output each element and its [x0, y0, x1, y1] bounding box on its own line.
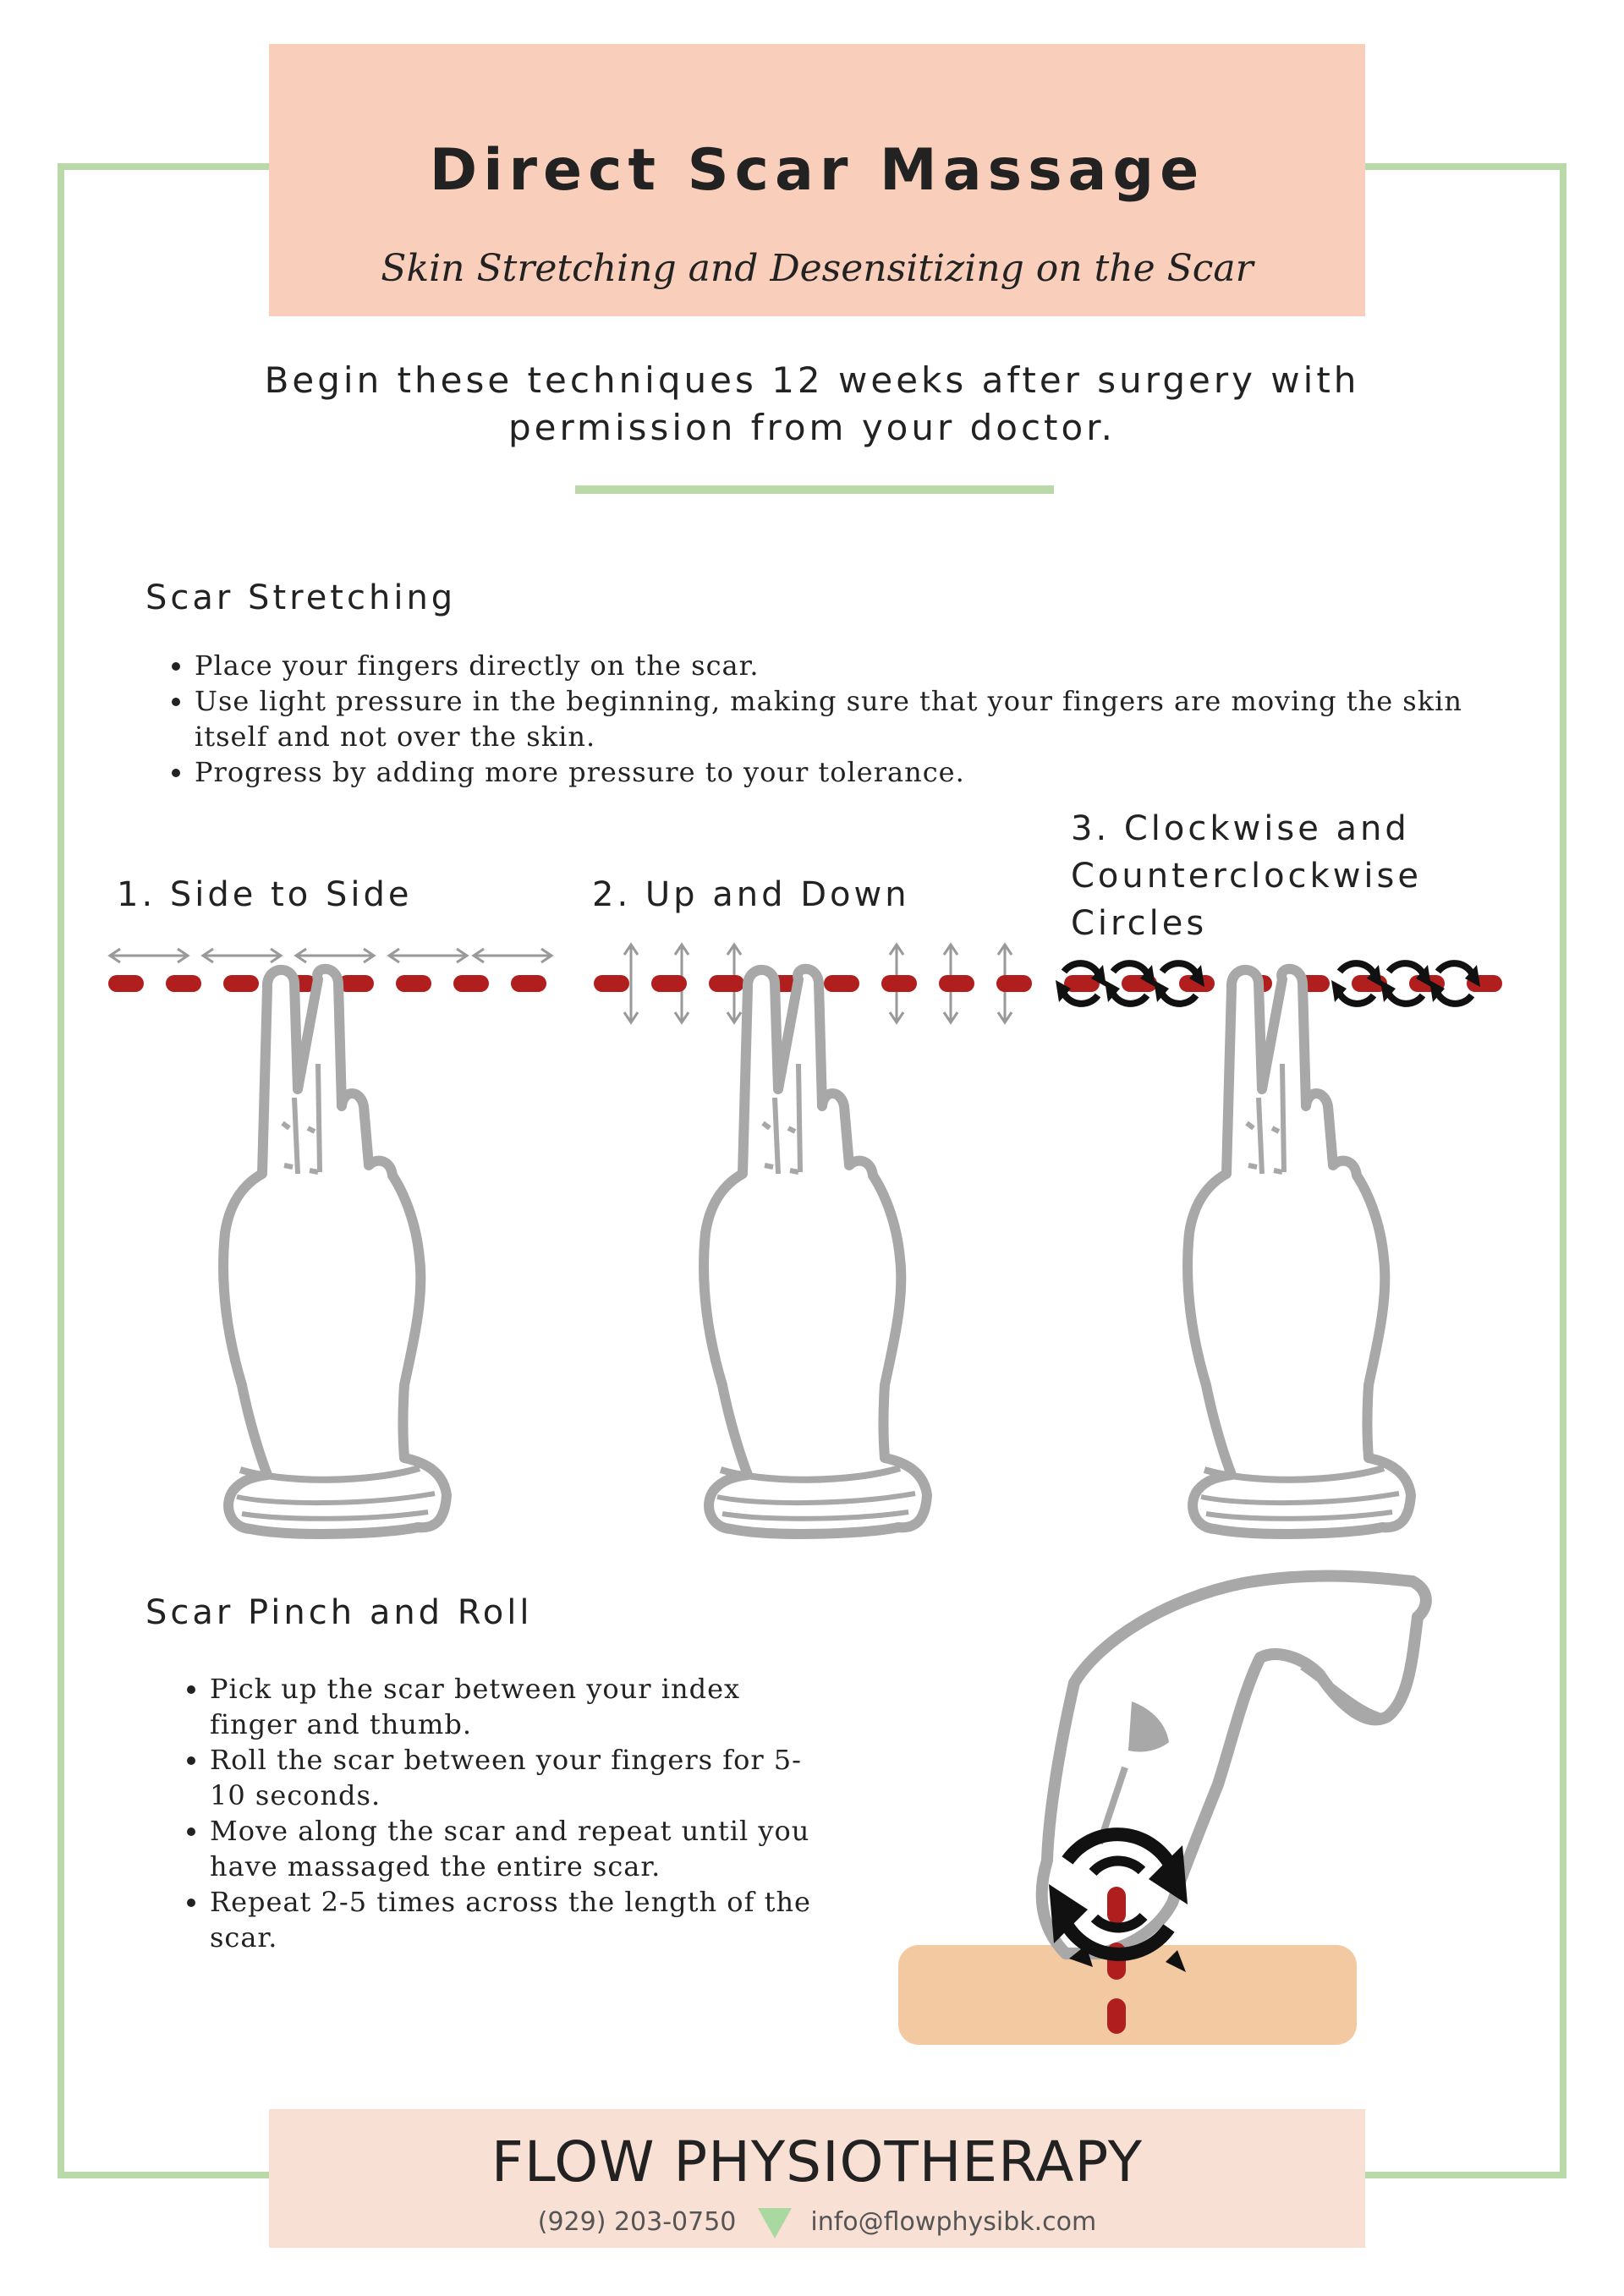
- hand-icon: [223, 969, 447, 1534]
- footer-banner: [269, 2109, 1365, 2248]
- email-link[interactable]: info@flowphysibk.com: [810, 2207, 1097, 2237]
- pinch-hand-icon: [1042, 1576, 1426, 1954]
- technique-label-up-and-down: 2. Up and Down: [592, 875, 910, 914]
- brand-name: FLOW PHYSIOTHERAPY: [491, 2129, 1144, 2195]
- phone-number[interactable]: (929) 203-0750: [537, 2207, 737, 2237]
- intro-text: Begin these techniques 12 weeks after surgery with permission from your doctor.: [264, 359, 1360, 448]
- triangle-icon: [758, 2208, 792, 2238]
- technique-label-circles: 3. Clockwise and Counterclockwise Circles: [1071, 809, 1422, 943]
- pinch-and-roll-list: [162, 1671, 836, 1955]
- list-item: • Repeat 2-5 times across the length of the scar.: [210, 1884, 836, 1955]
- circles-illustration: [1056, 963, 1507, 1534]
- horizontal-arrows-icon: [110, 949, 551, 962]
- page-title: Direct Scar Massage: [429, 137, 1205, 204]
- list-item: • Pick up the scar between your index finger and thumb.: [210, 1671, 836, 1742]
- side-to-side-illustration: [110, 949, 551, 1534]
- hand-icon: [1188, 969, 1411, 1534]
- list-item: • Progress by adding more pressure to your tolerance.: [195, 754, 1514, 790]
- hand-icon: [704, 969, 927, 1534]
- pinch-and-roll-heading: Scar Pinch and Roll: [145, 1593, 533, 1632]
- contact-line: [269, 2207, 1365, 2238]
- technique-label-side-to-side: 1. Side to Side: [117, 875, 413, 914]
- list-item: • Place your fingers directly on the scar.: [195, 648, 1514, 683]
- pinch-roll-illustration: [898, 1576, 1426, 2046]
- up-and-down-illustration: [602, 945, 1025, 1534]
- scar-stretching-heading: Scar Stretching: [145, 578, 457, 617]
- page-subtitle: Skin Stretching and Desensitizing on the Scar: [381, 247, 1254, 290]
- list-item: • Roll the scar between your fingers for 5-10 seconds.: [210, 1742, 836, 1813]
- list-item: • Use light pressure in the beginning, making sure that your fingers are moving the skin itself and not over the skin.: [195, 683, 1514, 754]
- list-item: • Move along the scar and repeat until you have massaged the entire scar.: [210, 1813, 836, 1884]
